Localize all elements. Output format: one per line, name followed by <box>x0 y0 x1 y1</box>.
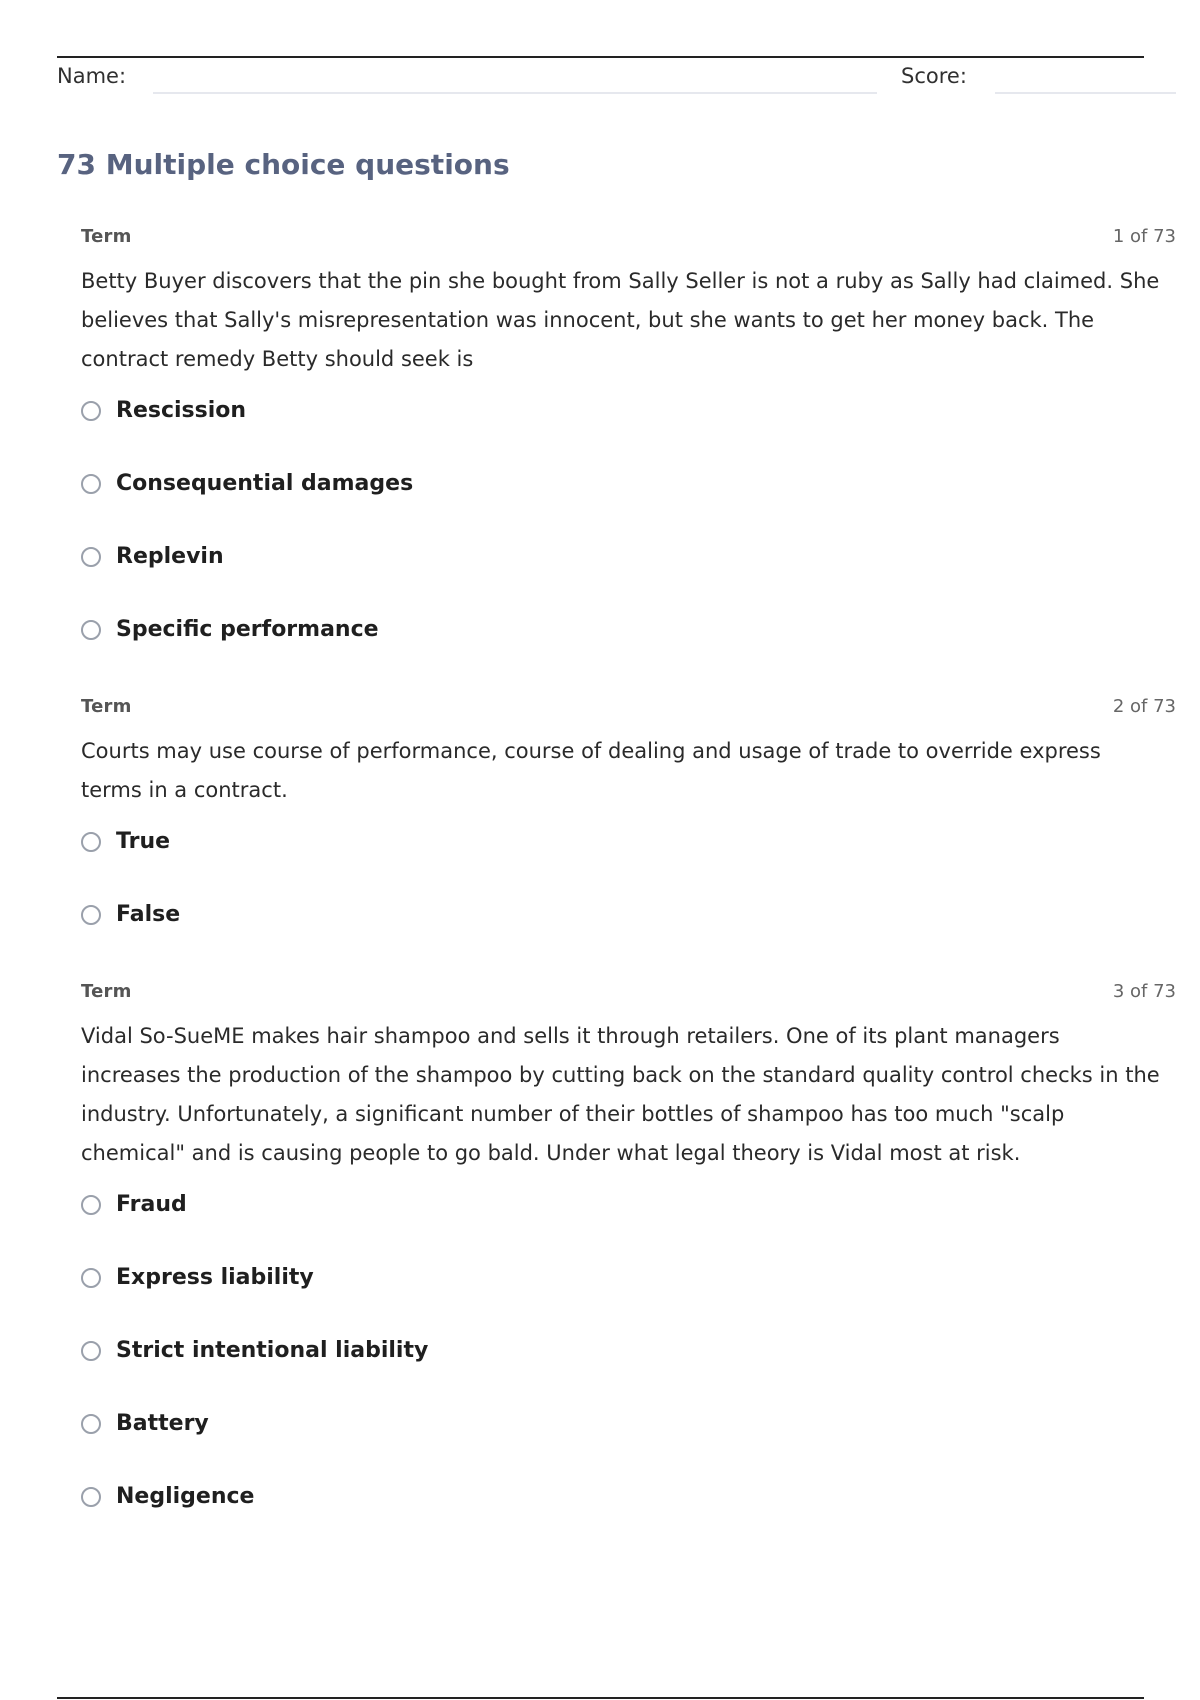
score-field[interactable] <box>995 92 1176 94</box>
option-label: Negligence <box>116 1484 255 1509</box>
answer-option[interactable] <box>81 612 1176 685</box>
radio-button-icon[interactable] <box>81 620 101 640</box>
radio-button-icon[interactable] <box>81 401 101 421</box>
answer-options <box>81 393 1176 685</box>
option-label: Specific performance <box>116 617 379 642</box>
question-1 <box>81 226 1176 685</box>
term-label: Term <box>81 226 132 247</box>
radio-button-icon[interactable] <box>81 905 101 925</box>
radio-button-icon[interactable] <box>81 1487 101 1507</box>
question-prompt: Courts may use course of performance, course of dealing and usage of trade to override express terms in a contract. <box>81 739 1101 802</box>
answer-option[interactable] <box>81 466 1176 539</box>
term-label: Term <box>81 696 132 717</box>
answer-option[interactable] <box>81 897 1176 970</box>
option-label: Replevin <box>116 544 224 569</box>
option-label: Express liability <box>116 1265 314 1290</box>
term-label: Term <box>81 981 132 1002</box>
option-label: Consequential damages <box>116 471 414 496</box>
option-label: False <box>116 902 181 927</box>
question-prompt: Vidal So-SueME makes hair shampoo and sells it through retailers. One of its plant managers increases the production of the shampoo by cutting back on the standard quality control checks in the industry. Unfortunately, a significant number of their bottles of shampoo has too much "scalp chemical" and is causing people to go bald. Under what legal theory is Vidal most at risk. <box>81 1024 1160 1165</box>
radio-button-icon[interactable] <box>81 832 101 852</box>
score-label: Score: <box>901 64 967 88</box>
answer-option[interactable] <box>81 1333 1176 1406</box>
radio-button-icon[interactable] <box>81 1414 101 1434</box>
radio-button-icon[interactable] <box>81 1268 101 1288</box>
question-prompt: Betty Buyer discovers that the pin she bought from Sally Seller is not a ruby as Sally had claimed. She believes that Sally's misrepresentation was innocent, but she wants to get her money back. The contract remedy Betty should seek is <box>81 269 1160 371</box>
question-counter: 3 of 73 <box>1112 981 1176 1002</box>
option-label: Strict intentional liability <box>116 1338 429 1363</box>
option-label: Fraud <box>116 1192 187 1217</box>
option-label: Rescission <box>116 398 247 423</box>
question-3 <box>81 981 1176 1552</box>
option-label: Battery <box>116 1411 209 1436</box>
answer-option[interactable] <box>81 824 1176 897</box>
question-counter: 1 of 73 <box>1112 226 1176 247</box>
quiz-title: 73 Multiple choice questions <box>57 148 510 181</box>
radio-button-icon[interactable] <box>81 1341 101 1361</box>
top-divider <box>57 56 1144 58</box>
bottom-divider <box>57 1697 1144 1699</box>
question-counter: 2 of 73 <box>1112 696 1176 717</box>
question-header <box>81 696 1176 722</box>
answer-option[interactable] <box>81 1260 1176 1333</box>
name-score-header <box>57 62 1177 98</box>
answer-option[interactable] <box>81 393 1176 466</box>
question-header <box>81 981 1176 1007</box>
answer-options <box>81 824 1176 970</box>
question-2 <box>81 696 1176 970</box>
name-label: Name: <box>57 64 127 88</box>
question-header <box>81 226 1176 252</box>
answer-option[interactable] <box>81 1187 1176 1260</box>
option-label: True <box>116 829 171 854</box>
answer-option[interactable] <box>81 539 1176 612</box>
answer-option[interactable] <box>81 1406 1176 1479</box>
name-field[interactable] <box>153 92 877 94</box>
radio-button-icon[interactable] <box>81 474 101 494</box>
radio-button-icon[interactable] <box>81 1195 101 1215</box>
answer-options <box>81 1187 1176 1552</box>
answer-option[interactable] <box>81 1479 1176 1552</box>
radio-button-icon[interactable] <box>81 547 101 567</box>
